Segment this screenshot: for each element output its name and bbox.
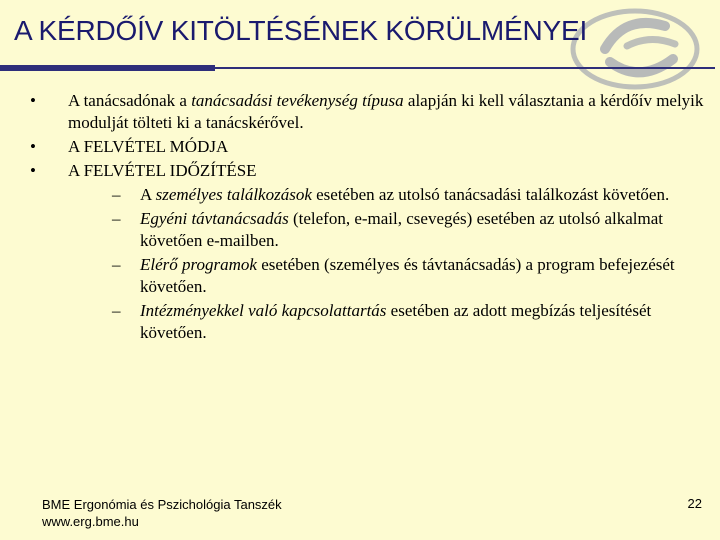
sub-item-outreach: – Elérő programok esetében (személyes és távtanácsadás) a program befejezését követően. bbox=[112, 255, 675, 296]
bullet-marker: • bbox=[30, 161, 36, 180]
bullet-list bbox=[30, 90, 710, 344]
bullet-marker: • bbox=[30, 137, 36, 156]
page-number: 22 bbox=[687, 496, 702, 511]
title-rule-thick bbox=[0, 65, 215, 71]
bullet-item-mode: • A FELVÉTEL MÓDJA bbox=[30, 137, 229, 156]
footer-org bbox=[42, 496, 282, 530]
emphasis: Elérő programok bbox=[140, 255, 257, 274]
title-rule-thin bbox=[215, 67, 715, 69]
emphasis: személyes találkozások bbox=[155, 185, 312, 204]
sub-item-personal: – A személyes találkozások esetében az utolsó tanácsadási találkozást követően. bbox=[112, 185, 670, 204]
emphasis: tanácsadási tevékenység típusa bbox=[191, 91, 404, 110]
sub-bullet-list bbox=[68, 184, 710, 344]
emphasis: Egyéni távtanácsadás bbox=[140, 209, 289, 228]
dash-marker: – bbox=[112, 209, 121, 228]
bullet-marker: • bbox=[30, 91, 36, 110]
emphasis: Intézményekkel való kapcsolattartás bbox=[140, 301, 387, 320]
footer-org-name: BME Ergonómia és Pszichológia Tanszék bbox=[42, 497, 282, 512]
dash-marker: – bbox=[112, 185, 121, 204]
bullet-item-module: • A tanácsadónak a tanácsadási tevékenység típusa alapján ki kell választania a kérdőív melyik modulját tölteti ki a tanácskérővel. bbox=[30, 91, 704, 132]
dash-marker: – bbox=[112, 301, 121, 320]
slide-title: A KÉRDŐÍV KITÖLTÉSÉNEK KÖRÜLMÉNYEI bbox=[14, 15, 588, 46]
sub-item-institutions: – Intézményekkel való kapcsolattartás esetében az adott megbízás teljesítését követően. bbox=[112, 301, 652, 342]
sub-item-remote: – Egyéni távtanácsadás (telefon, e-mail, csevegés) esetében az utolsó alkalmat követően e-mailben. bbox=[112, 209, 664, 250]
dash-marker: – bbox=[112, 255, 121, 274]
bullet-item-timing: • A FELVÉTEL IDŐZÍTÉSE – A személyes találkozások esetében az utolsó tanácsadási találkozást követően. – Egyéni távtanácsadás (telefon, e-mail, csevegés) esetében az utolsó alkalmat követően e-mailben. – Elérő programok esetében (személyes és távtanácsadás) a program befejezését követően. – Intézményekkel való kapcsolattartás esetében az adott megbízás teljesítését követően. bbox=[30, 160, 710, 344]
footer-url: www.erg.bme.hu bbox=[42, 514, 139, 529]
slide-content bbox=[30, 90, 710, 346]
